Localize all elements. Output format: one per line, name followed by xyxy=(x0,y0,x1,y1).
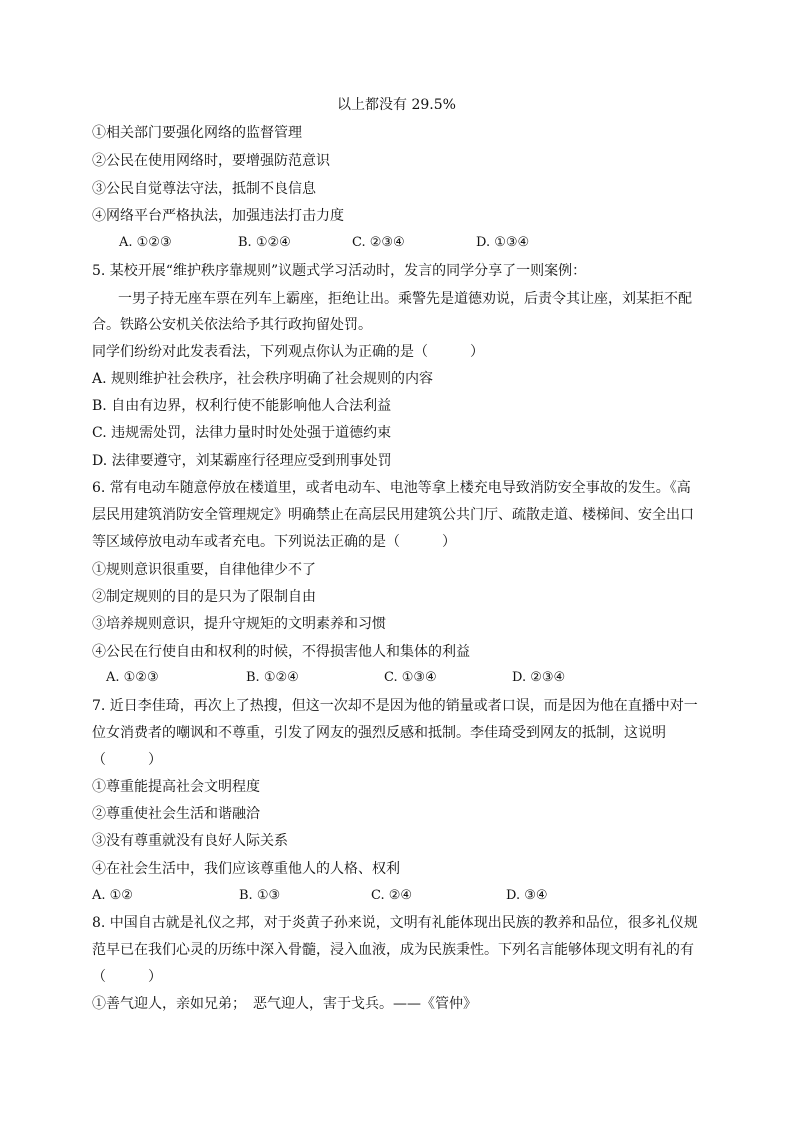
q5-option-b: B. 自由有边界，权利行使不能影响他人合法利益 xyxy=(92,398,392,414)
q6-option-d: D. ②③④ xyxy=(512,670,566,685)
q8-stem-line-1: 8. 中国自古就是礼仪之邦，对于炎黄子孙来说，文明有礼能体现出民族的教养和品位，很多礼仪规 xyxy=(92,915,698,931)
q7-option-b: B. ①③ xyxy=(239,888,281,903)
q4-option-a: A. ①②③ xyxy=(119,235,172,250)
q4-item-4: ④网络平台严格执法，加强违法打击力度 xyxy=(92,208,344,224)
q7-item-2: ②尊重使社会生活和谐融洽 xyxy=(92,806,260,822)
q5-question: 同学们纷纷对此发表看法，下列观点你认为正确的是（ ） xyxy=(92,344,484,360)
q6-item-3: ③培养规则意识，提升守规矩的文明素养和习惯 xyxy=(92,616,386,632)
q5-stem: 5. 某校开展“维护秩序靠规则”议题式学习活动时，发言的同学分享了一则案例： xyxy=(92,263,587,279)
q8-item-1: ①善气迎人，亲如兄弟； 恶气迎人，害于戈兵。——《管仲》 xyxy=(92,996,477,1012)
q5-option-d: D. 法律要遵守，刘某霸座行径理应受到刑事处罚 xyxy=(92,453,392,469)
q6-stem-line-2: 层民用建筑消防安全管理规定》明确禁止在高层民用建筑公共门厅、疏散走道、楼梯间、安全出口 xyxy=(92,507,694,523)
q7-stem-line-3: （ ） xyxy=(92,752,162,768)
q6-option-a: A. ①②③ xyxy=(106,670,159,685)
q4-item-3: ③公民自觉尊法守法，抵制不良信息 xyxy=(92,181,316,197)
q4-option-d: D. ①③④ xyxy=(476,235,530,250)
q6-item-2: ②制定规则的目的是只为了限制自由 xyxy=(92,589,316,605)
q5-case-line-2: 合。铁路公安机关依法给予其行政拘留处罚。 xyxy=(92,317,372,333)
q4-item-2: ②公民在使用网络时，要增强防范意识 xyxy=(92,153,330,169)
q8-stem-line-3: （ ） xyxy=(92,969,162,985)
q6-option-c: C. ①③④ xyxy=(384,670,437,685)
q8-stem-line-2: 范早已在我们心灵的历练中深入骨髓，浸入血液，成为民族秉性。下列名言能够体现文明有礼的有 xyxy=(92,942,694,958)
q5-case-line-1: 一男子持无座车票在列车上霸座，拒绝让出。乘警先是道德劝说，后责令其让座，刘某拒不配 xyxy=(118,291,692,307)
q6-stem-line-3: 等区域停放电动车或者充电。下列说法正确的是（ ） xyxy=(92,534,456,550)
q6-item-1: ①规则意识很重要，自律他律少不了 xyxy=(92,562,316,578)
q6-stem-line-1: 6. 常有电动车随意停放在楼道里，或者电动车、电池等拿上楼充电导致消防安全事故的发生。《高 xyxy=(92,480,691,496)
top-result-line: 以上都没有 29.5% xyxy=(337,97,456,113)
q4-option-b: B. ①②④ xyxy=(238,235,291,250)
q7-item-1: ①尊重能提高社会文明程度 xyxy=(92,779,260,795)
q7-stem-line-2: 位女消费者的嘲讽和不尊重，引发了网友的强烈反感和抵制。李佳琦受到网友的抵制，这说明 xyxy=(92,725,666,741)
q5-option-a: A. 规则维护社会秩序，社会秩序明确了社会规则的内容 xyxy=(92,371,434,387)
q4-item-1: ①相关部门要强化网络的监督管理 xyxy=(92,125,302,141)
q7-item-4: ④在社会生活中，我们应该尊重他人的人格、权利 xyxy=(92,861,400,877)
q4-option-c: C. ②③④ xyxy=(352,235,405,250)
q7-item-3: ③没有尊重就没有良好人际关系 xyxy=(92,833,288,849)
q7-option-a: A. ①② xyxy=(92,888,133,903)
q7-option-d: D. ③④ xyxy=(506,888,548,903)
q5-option-c: C. 违规需处罚，法律力量时时处处强于道德约束 xyxy=(92,425,392,441)
q6-option-b: B. ①②④ xyxy=(246,670,299,685)
q6-item-4: ④公民在行使自由和权利的时候，不得损害他人和集体的利益 xyxy=(92,644,470,660)
q7-option-c: C. ②④ xyxy=(371,888,413,903)
q7-stem-line-1: 7. 近日李佳琦，再次上了热搜，但这一次却不是因为他的销量或者口误，而是因为他在直播中对一 xyxy=(92,698,698,714)
